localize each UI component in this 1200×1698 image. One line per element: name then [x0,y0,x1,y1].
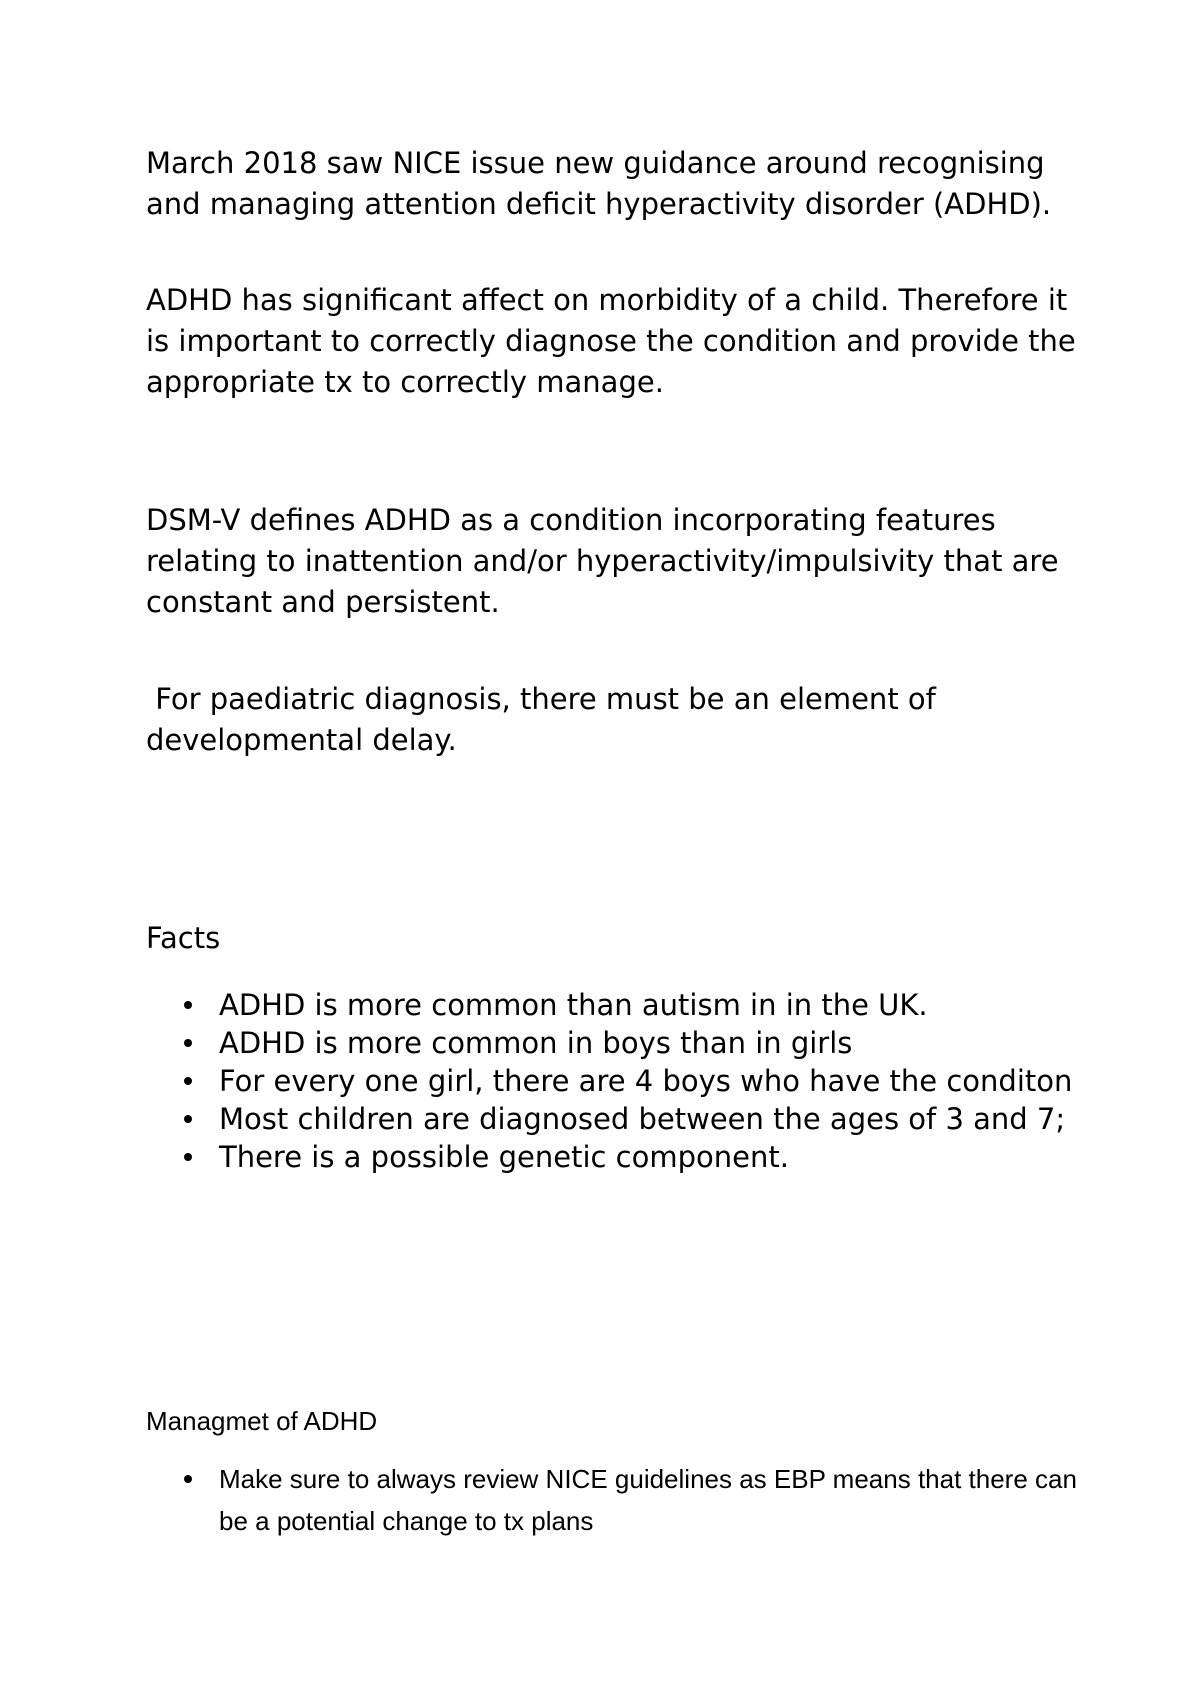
management-heading: Managmet of ADHD [146,1406,378,1436]
management-list [146,1458,1086,1542]
bullet-icon [184,1001,192,1009]
management-text: Make sure to always review NICE guidelines as EBP means that there can be a potential change to tx plans [219,1464,1077,1536]
fact-text: Most children are diagnosed between the ages of 3 and 7; [219,1102,1066,1136]
intro-paragraph-3: DSM-V defines ADHD as a condition incorporating features relating to inattention and/or hyperactivity/impulsivity that are constant and persistent. [146,503,1068,619]
bullet-icon [184,1115,192,1123]
fact-text: ADHD is more common than autism in in the UK. [219,988,928,1022]
list-item [146,1062,1086,1100]
intro-paragraph-1: March 2018 saw NICE issue new guidance around recognising and managing attention deficit hyperactivity disorder (ADHD). [146,146,1054,221]
bullet-icon [184,1475,192,1483]
bullet-icon [184,1039,192,1047]
list-item [146,986,1086,1024]
fact-text: There is a possible genetic component. [219,1140,789,1174]
facts-heading: Facts [146,921,221,955]
fact-text: ADHD is more common in boys than in girls [219,1026,853,1060]
list-item [146,1024,1086,1062]
list-item [146,1458,1086,1542]
fact-text: For every one girl, there are 4 boys who have the conditon [219,1064,1073,1098]
list-item [146,1138,1086,1176]
list-item [146,1100,1086,1138]
facts-list [146,986,1086,1176]
intro-paragraph-2: ADHD has significant affect on morbidity of a child. Therefore it is important to correctly diagnose the condition and provide the appropriate tx to correctly manage. [146,283,1085,399]
intro-paragraph-4: For paediatric diagnosis, there must be an element of developmental delay. [146,682,946,757]
bullet-icon [184,1077,192,1085]
bullet-icon [184,1153,192,1161]
